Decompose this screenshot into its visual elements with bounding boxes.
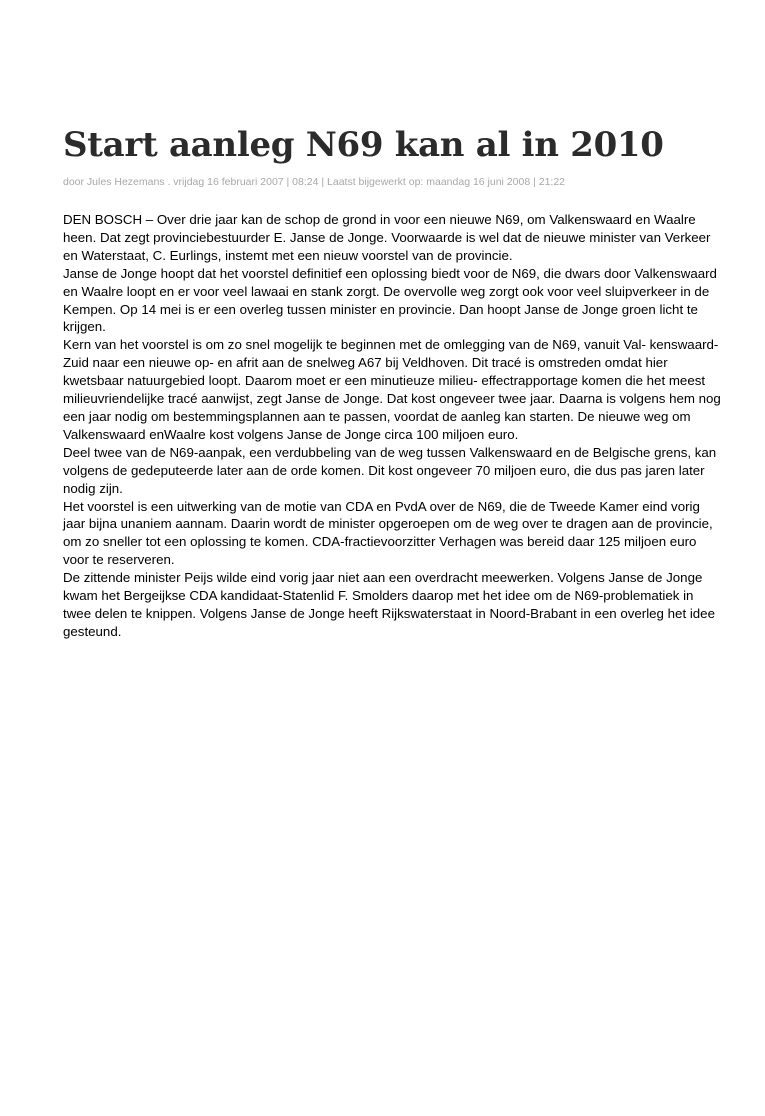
article-paragraph: Deel twee van de N69-aanpak, een verdubbeling van de weg tussen Valkenswaard en de Belgische grens, kan volgens de gedeputeerde later aan de orde komen. Dit kost ongeveer 70 miljoen euro, die dus pas jaren later nodig zijn. bbox=[63, 444, 717, 496]
article-byline: door Jules Hezemans . vrijdag 16 februari 2007 | 08:24 | Laatst bijgewerkt op: maandag 16 juni 2008 | 21:22 bbox=[63, 176, 566, 188]
article-paragraph: De zittende minister Peijs wilde eind vorig jaar niet aan een overdracht meewerken. Volgens Janse de Jonge kwam het Bergeijkse CDA kandidaat-Statenlid F. Smolders daarop met het idee om de N69-problematiek in twee delen te knippen. Volgens Janse de Jonge heeft Rijkswaterstaat in Noord-Brabant in een overleg het idee gesteund. bbox=[63, 570, 715, 639]
article-paragraph: DEN BOSCH – Over drie jaar kan de schop de grond in voor een nieuwe N69, om Valkenswaard en Waalre heen. Dat zegt provinciebestuurder E. Janse de Jonge. Voorwaarde is wel dat de nieuwe minister van Verkeer en Waterstaat, C. Eurlings, instemt met een nieuw voorstel van de provincie. bbox=[63, 212, 711, 263]
article-paragraph: Kern van het voorstel is om zo snel mogelijk te beginnen met de omlegging van de N69, vanuit Val- kenswaard- Zuid naar een nieuwe op- en afrit aan de snelweg A67 bij Veldhoven. Dit tracé is omstreden omdat hier kwetsbaar natuurgebied loopt. Daarom moet er een minutieuze milieu- effectrapportage komen die het meest milieuvriendelijke tracé aanwijst, zegt Janse de Jonge. Dat kost ongeveer twee jaar. Daarna is volgens hem nog een jaar nodig om bestemmingsplannen aan te passen, voordat de aanleg kan starten. De nieuwe weg om Valkenswaard enWaalre kost volgens Janse de Jonge circa 100 miljoen euro. bbox=[63, 337, 721, 442]
article-body bbox=[63, 211, 723, 641]
article-paragraph: Het voorstel is een uitwerking van de motie van CDA en PvdA over de N69, die de Tweede Kamer eind vorig jaar bijna unaniem aannam. Daarin wordt de minister opgeroepen om de weg over te dragen aan de provincie, om zo sneller tot een oplossing te komen. CDA-fractievoorzitter Verhagen was bereid daar 125 miljoen euro voor te reserveren. bbox=[63, 498, 713, 568]
article-paragraph: Janse de Jonge hoopt dat het voorstel definitief een oplossing biedt voor de N69, die dwars door Valkenswaard en Waalre loopt en er voor veel lawaai en stank zorgt. De overvolle weg zorgt ook voor veel sluipverkeer in de Kempen. Op 14 mei is er een overleg tussen minister en provincie. Dan hoopt Janse de Jonge groen licht te krijgen. bbox=[63, 265, 717, 335]
article-title: Start aanleg N69 kan al in 2010 bbox=[63, 125, 664, 165]
